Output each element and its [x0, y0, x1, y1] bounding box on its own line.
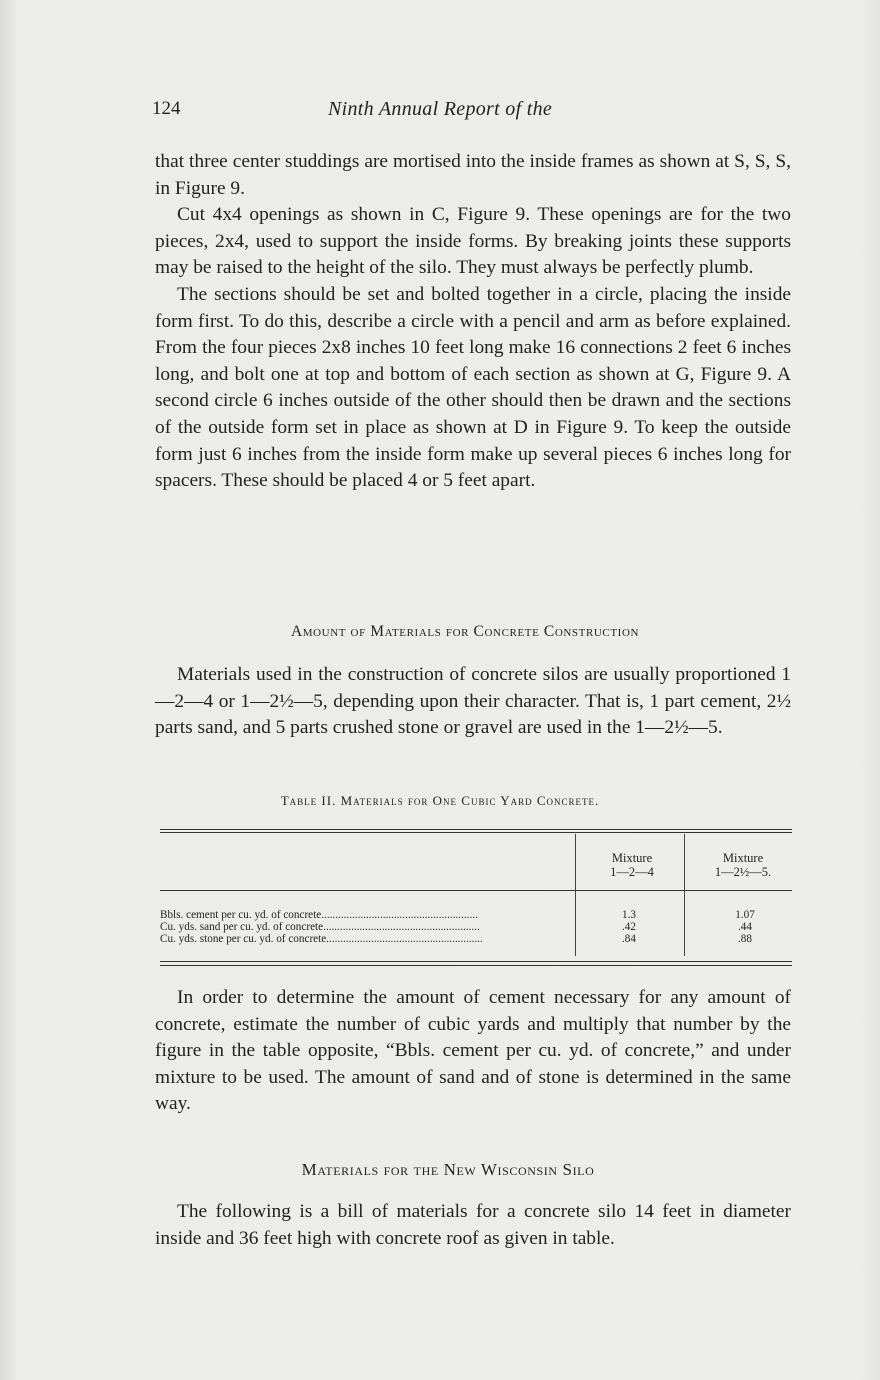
paragraph: The following is a bill of materials for a concrete silo 14 feet in diameter inside and 36 feet high with concrete roof as given in table.: [155, 1201, 791, 1249]
column-header-line: Mixture: [722, 851, 764, 865]
body-text-cement: [155, 985, 791, 1118]
body-text-bill: [155, 1199, 791, 1252]
table-cell: .88: [738, 933, 752, 945]
table-cell: 1.07: [735, 909, 755, 921]
table-cell: .84: [622, 933, 636, 945]
table-cell: .42: [622, 921, 636, 933]
page-number: 124: [152, 98, 181, 119]
paragraph: that three center studdings are mortised into the inside frames as shown at S, S, S, in Figure 9.: [155, 151, 791, 199]
table-cell: 1.3: [622, 909, 636, 921]
materials-table: [160, 825, 792, 975]
table-row-label: Cu. yds. stone per cu. yd. of concrete........................................................: [160, 933, 483, 945]
running-head: Ninth Annual Report of the: [328, 98, 553, 120]
table-top-rule: [160, 829, 792, 830]
table-header-rule: [160, 890, 792, 891]
table-row-label: Bbls. cement per cu. yd. of concrete........................................................: [160, 909, 478, 921]
table-top-rule: [160, 832, 792, 833]
column-header-line: 1—2—4: [610, 865, 654, 879]
section-heading: Materials for the New Wisconsin Silo: [301, 1160, 595, 1179]
section-heading: Amount of Materials for Concrete Construction: [290, 623, 640, 640]
body-text-materials: [155, 662, 791, 742]
page-header: [152, 98, 792, 128]
column-header: [693, 851, 793, 879]
table-bottom-rule: [160, 961, 792, 962]
paragraph: Materials used in the construction of concrete silos are usually proportioned 1—2—4 or 1—2½—5, depending upon their character. That is, 1 part cement, 2½ parts sand, and 5 parts crushed stone or gravel are used in the 1—2½—5.: [155, 664, 791, 739]
table-caption: Table II. Materials for One Cubic Yard Concrete.: [280, 793, 600, 808]
paragraph: In order to determine the amount of cement necessary for any amount of concrete, estimate the number of cubic yards and multiply that number by the figure in the table opposite, “Bbls. cement per cu. yd. of concrete,” and under mixture to be used. The amount of sand and of stone is determined in the same way.: [155, 987, 791, 1115]
paragraph: Cut 4x4 openings as shown in C, Figure 9. These openings are for the two pieces, 2x4, used to support the inside forms. By breaking joints these supports may be raised to the height of the silo. They must always be perfectly plumb.: [155, 204, 791, 279]
column-divider: [684, 834, 685, 956]
column-header: [582, 851, 682, 879]
paragraph: The sections should be set and bolted together in a circle, placing the inside form first. To do this, describe a circle with a pencil and arm as before explained. From the four pieces 2x8 inches 10 feet long make 16 connections 2 feet 6 inches long, and bolt one at top and bottom of each section as shown at G, Figure 9. A second circle 6 inches outside of the other should then be drawn and the sections of the outside form set in place as shown at D in Figure 9. To keep the outside form just 6 inches from the inside form make up several pieces 6 inches long for spacers. These should be placed 4 or 5 feet apart.: [155, 283, 791, 492]
column-header-line: 1—2½—5.: [714, 865, 772, 879]
body-text-top: [155, 149, 791, 495]
table-row-label: Cu. yds. sand per cu. yd. of concrete........................................................: [160, 921, 480, 933]
table-bottom-rule: [160, 965, 792, 966]
column-header-line: Mixture: [611, 851, 653, 865]
table-cell: .44: [738, 921, 752, 933]
